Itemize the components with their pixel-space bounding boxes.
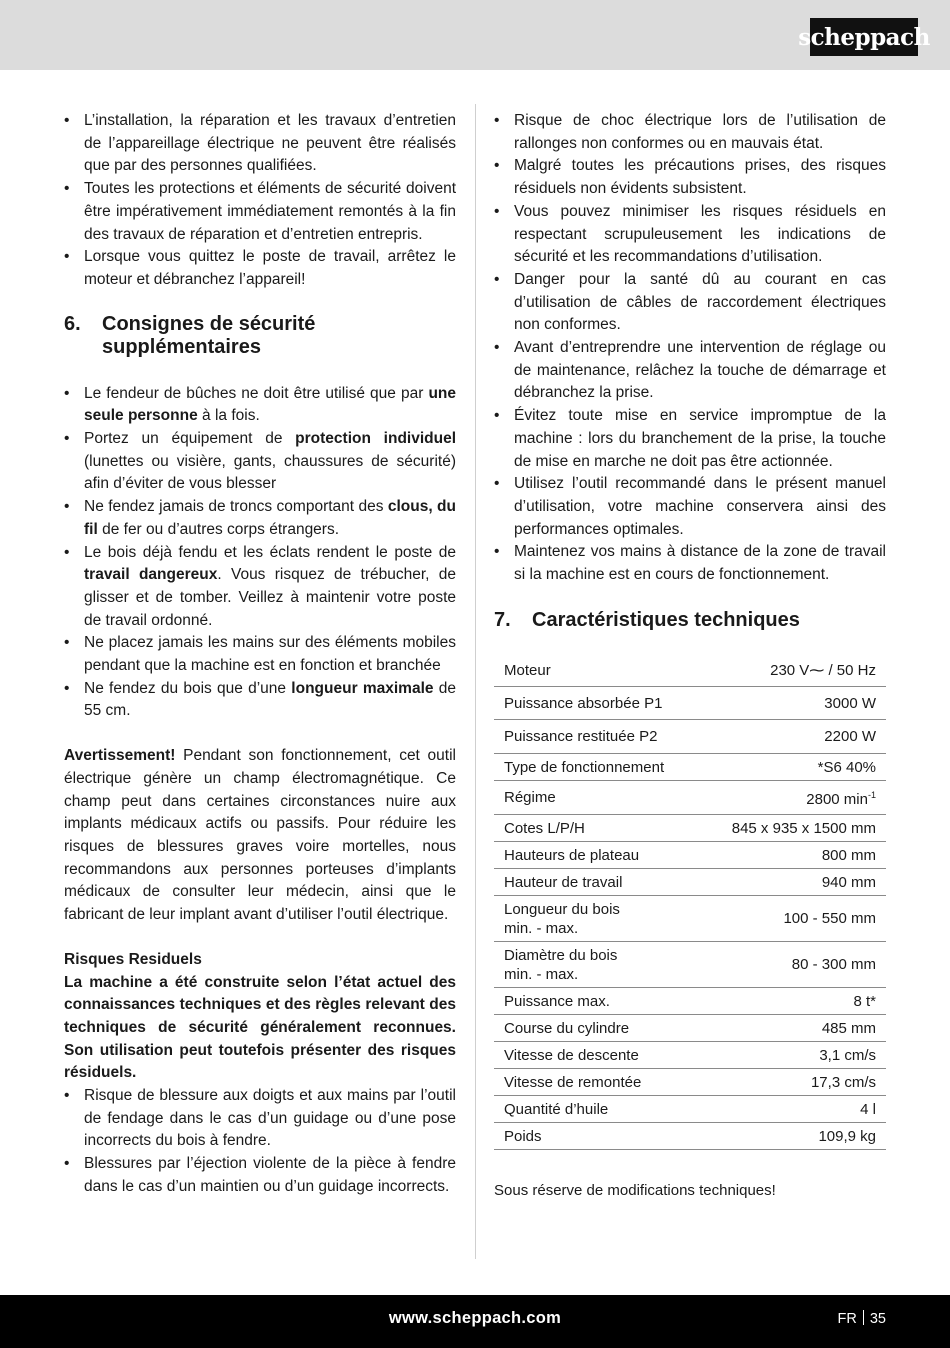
list-item: • Le fendeur de bûches ne doit être utilisé que par une seule personne à la fois.	[64, 383, 456, 428]
list-item: • Maintenez vos mains à distance de la zone de travail si la machine est en cours de fonctionnement.	[494, 541, 886, 586]
table-row: Puissance restituée P2 2200 W	[494, 720, 886, 754]
list-item: • Toutes les protections et éléments de sécurité doivent être impérativement immédiatement remontés à la fin des travaux de réparation et d’entretien entrepris.	[64, 178, 456, 246]
right-column	[494, 110, 886, 1203]
list-item: • Le bois déjà fendu et les éclats rendent le poste de travail dangereux. Vous risquez de trébucher, de glisser et de tomber. Veillez à maintenir votre poste de travail ordonné.	[64, 542, 456, 633]
list-item: • Lorsque vous quittez le poste de travail, arrêtez le moteur et débranchez l’appareil!	[64, 246, 456, 291]
list-item: • Malgré toutes les précautions prises, des risques résiduels non évidents subsistent.	[494, 155, 886, 200]
list-item: • Vous pouvez minimiser les risques résiduels en respectant scrupuleusement les indications de sécurité et les recommandations d’utilisation.	[494, 201, 886, 269]
intro-bullet-list	[64, 110, 456, 292]
separator	[863, 1310, 864, 1325]
section-number: 7.	[494, 608, 511, 631]
section-7-heading	[494, 609, 886, 632]
table-row: Cotes L/P/H 845 x 935 x 1500 mm	[494, 815, 886, 842]
safety-bullet-list	[64, 383, 456, 724]
page-footer	[0, 1295, 950, 1348]
list-item: • Avant d’entreprendre une intervention de réglage ou de maintenance, relâchez la touche de démarrage et débranchez la prise.	[494, 337, 886, 405]
table-row: Vitesse de descente 3,1 cm/s	[494, 1042, 886, 1069]
table-row: Quantité d’huile 4 l	[494, 1096, 886, 1123]
left-column	[64, 110, 456, 1199]
page-header	[0, 0, 950, 70]
table-row: Vitesse de remontée 17,3 cm/s	[494, 1069, 886, 1096]
table-row: Hauteur de travail 940 mm	[494, 869, 886, 896]
emf-warning-paragraph: Avertissement! Pendant son fonctionnement, cet outil électrique génère un champ électromagnétique. Ce champ peut dans certaines circonstances nuire aux implants médicaux actifs ou passifs. Pour réduire les risques de blessures graves voire mortelles, nous recommandons aux personnes porteuses d’implants médicaux de consulter leur médecin, ainsi que le fabricant de leur implant avant d’utiliser l’outil électrique.	[64, 747, 456, 924]
list-item: • Risque de choc électrique lors de l’utilisation de rallonges non conformes ou en mauvais état.	[494, 110, 886, 155]
table-row: Course du cylindre 485 mm	[494, 1015, 886, 1042]
list-item: • Utilisez l’outil recommandé dans le présent manuel d’utilisation, votre machine conservera ainsi des performances optimales.	[494, 473, 886, 541]
residual-bullet-list	[64, 1085, 456, 1199]
list-item: • Ne fendez du bois que d’une longueur maximale de 55 cm.	[64, 678, 456, 723]
warning-label: Avertissement!	[64, 747, 176, 765]
list-item: • Danger pour la santé dû au courant en cas d’utilisation de câbles de raccordement électriques non conformes.	[494, 269, 886, 337]
list-item: • L’installation, la réparation et les travaux d’entretien de l’appareillage électrique ne peuvent être réalisés que par des personnes qualifiées.	[64, 110, 456, 178]
table-row: Puissance max. 8 t*	[494, 988, 886, 1015]
section-number: 6.	[64, 312, 81, 335]
table-row: Poids 109,9 kg	[494, 1123, 886, 1150]
table-row: Longueur du bois min. - max. 100 - 550 mm	[494, 896, 886, 942]
residual-bullet-list-continued	[494, 110, 886, 587]
website-link[interactable]: www.scheppach.com	[388, 1309, 562, 1327]
section-title: Caractéristiques techniques	[532, 608, 800, 631]
page-indicator	[838, 1310, 886, 1327]
section-6-heading	[64, 313, 456, 359]
column-divider	[475, 104, 476, 1259]
scheppach-logo: scheppach	[810, 18, 918, 56]
list-item: • Risque de blessure aux doigts et aux mains par l’outil de fendage dans le cas d’un guidage ou d’une pose incorrects du bois à fendre.	[64, 1085, 456, 1153]
list-item: • Ne placez jamais les mains sur des éléments mobiles pendant que la machine est en fonction et branchée	[64, 632, 456, 677]
list-item: • Portez un équipement de protection individuel (lunettes ou visière, gants, chaussures de sécurité) afin d’éviter de vous blesser	[64, 428, 456, 496]
page-number: 35	[869, 1311, 886, 1327]
table-row: Moteur 230 V⁓ / 50 Hz	[494, 654, 886, 687]
table-row: Régime 2800 $\min^{-1}$	[494, 781, 886, 815]
list-item: • Ne fendez jamais de troncs comportant des clous, du fil de fer ou d’autres corps étrangers.	[64, 496, 456, 541]
technical-changes-note: Sous réserve de modifications techniques!	[494, 1182, 776, 1200]
residual-risks-intro: La machine a été construite selon l’état actuel des connaissances techniques et des règles relevant des techniques de sécurité généralement reconnues. Son utilisation peut toutefois présenter des risques résiduels.	[64, 973, 456, 1082]
section-title: Consignes de sécurité supplémentaires	[102, 312, 316, 358]
list-item: • Évitez toute mise en service impromptue de la machine : lors du branchement de la prise, la touche de mise en marche ne doit pas être actionnée.	[494, 405, 886, 473]
table-row: Diamètre du bois min. - max. 80 - 300 mm	[494, 942, 886, 988]
list-item: • Blessures par l’éjection violente de la pièce à fendre dans le cas d’un maintien ou d’un guidage incorrects.	[64, 1153, 456, 1198]
table-row: Puissance absorbée P1 3000 W	[494, 687, 886, 720]
table-row: Hauteurs de plateau 800 mm	[494, 842, 886, 869]
table-row: Type de fonctionnement *S6 40%	[494, 754, 886, 781]
specifications-table	[494, 654, 886, 1151]
language-code: FR	[837, 1311, 857, 1327]
residual-risks-title: Risques Residuels	[64, 950, 202, 968]
